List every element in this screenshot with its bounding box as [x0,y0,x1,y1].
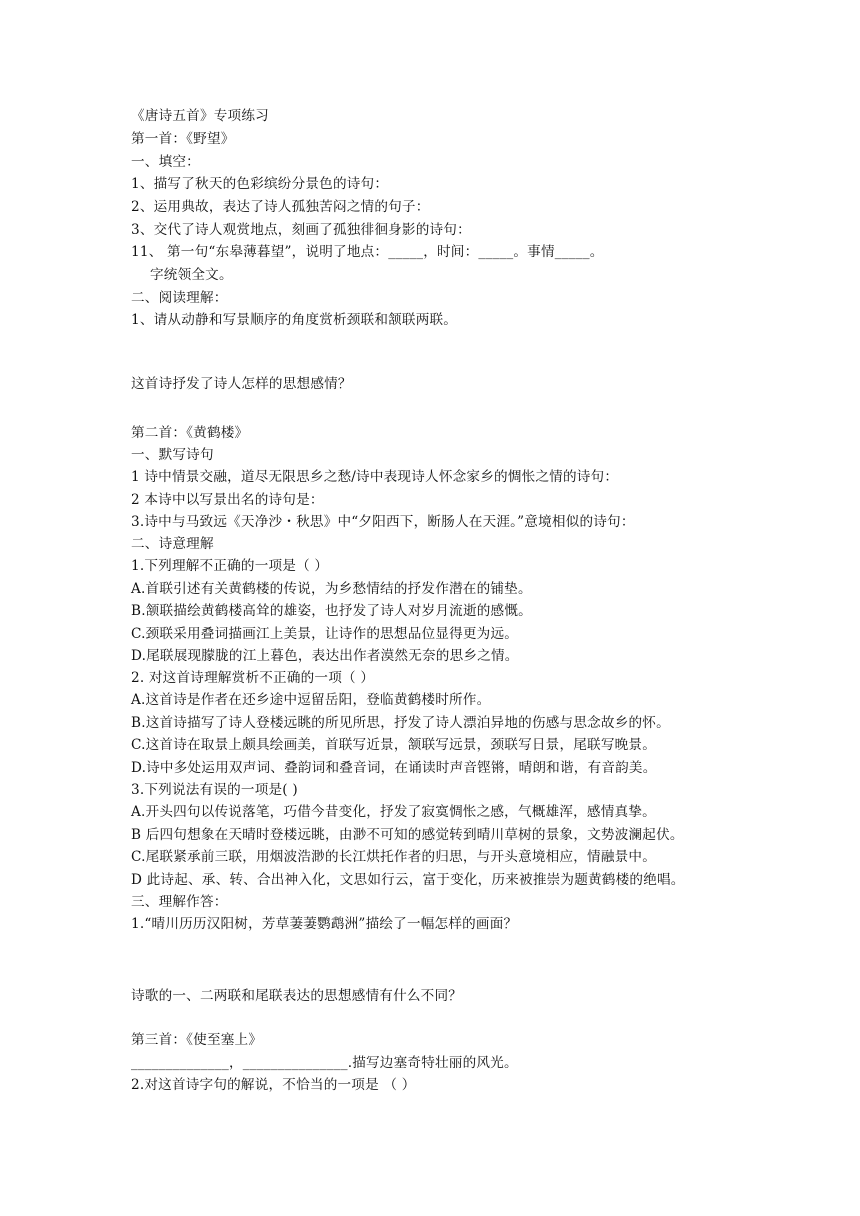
question-line: 1.下列理解不正确的一项是（ ） [131,558,329,574]
question-line: 3.诗中与马致远《天净沙・秋思》中“夕阳西下，断肠人在天涯。”意境相似的诗句： [131,514,635,530]
option-line: D.诗中多处运用双声词、叠韵词和叠音词，在诵读时声音铿锵，晴朗和谐，有音韵美。 [131,760,657,776]
question-line: ______________，_______________.描写边塞奇特壮丽的风光。 [131,1055,518,1071]
option-line: D.尾联展现朦胧的江上暮色，表达出作者漠然无奈的思乡之情。 [131,648,519,664]
question-line: 1.“晴川历历汉阳树，芳草萋萋鹦鹉洲”描绘了一幅怎样的画面？ [131,916,518,932]
question-line: 2、运用典故，表达了诗人孤独苦闷之情的句子： [131,199,430,215]
question-line: 3、交代了诗人观赏地点，刻画了孤独徘徊身影的诗句： [131,222,471,238]
question-line: 1、请从动静和写景顺序的角度赏析颈联和颔联两联。 [131,312,458,328]
option-line: C.这首诗在取景上颇具绘画美，首联写近景，颔联写远景，颈联写日景，尾联写晚景。 [131,737,657,753]
poem3-title: 第三首：《使至塞上》 [131,1032,263,1048]
poem2-title: 第二首：《黄鹤楼》 [131,425,249,441]
question-line: 3.下列说法有误的一项是( ) [131,782,298,798]
section-heading: 一、填空： [131,154,200,170]
section-heading: 三、理解作答： [131,894,228,910]
option-line: B.颔联描绘黄鹤楼高耸的雄姿，也抒发了诗人对岁月流逝的感慨。 [131,603,532,619]
option-line: A.首联引述有关黄鹤楼的传说，为乡愁情结的抒发作潜在的铺垫。 [131,581,532,597]
question-line: 2. 对这首诗理解赏析不正确的一项（ ） [131,670,375,686]
section-heading: 一、默写诗句 [131,447,214,463]
option-line: D 此诗起、承、转、合出神入化，文思如行云，富于变化，历来被推崇为题黄鹤楼的绝唱。 [131,872,685,888]
doc-title: 《唐诗五首》专项练习 [131,108,269,124]
question-line: 2.对这首诗字句的解说，不恰当的一项是 （ ） [131,1077,416,1093]
question-line: 11、 第一句“东皋薄暮望”，说明了地点：_____，时间：_____。事情_____。 [131,244,604,260]
question-line: 诗歌的一、二两联和尾联表达的思想感情有什么不同？ [131,988,463,1004]
section-heading: 二、阅读理解： [131,290,228,306]
question-line: 1、描写了秋天的色彩缤纷分景色的诗句： [131,176,389,192]
option-line: A.这首诗是作者在还乡途中逗留岳阳，登临黄鹤楼时所作。 [131,692,491,708]
option-line: B 后四句想象在天晴时登楼远眺，由渺不可知的感觉转到晴川草树的景象，文势波澜起伏。 [131,827,684,843]
poem1-title: 第一首：《野望》 [131,131,235,147]
option-line: A.开头四句以传说落笔，巧借今昔变化，抒发了寂寞惆怅之感，气概雄浑，感情真挚。 [131,804,656,820]
question-line: 1 诗中情景交融，道尽无限思乡之愁/诗中表现诗人怀念家乡的惆怅之情的诗句： [131,469,619,485]
question-line: 2 本诗中以写景出名的诗句是： [131,492,324,508]
section-heading: 二、诗意理解 [131,536,214,552]
option-line: B.这首诗描写了诗人登楼远眺的所见所思，抒发了诗人漂泊异地的伤感与思念故乡的怀。 [131,715,670,731]
question-line: 字统领全文。 [150,267,233,283]
option-line: C.尾联紧承前三联，用烟波浩渺的长江烘托作者的归思，与开头意境相应，情融景中。 [131,849,657,865]
question-line: 这首诗抒发了诗人怎样的思想感情？ [131,376,352,392]
option-line: C.颈联采用叠词描画江上美景，让诗作的思想品位显得更为远。 [131,626,519,642]
